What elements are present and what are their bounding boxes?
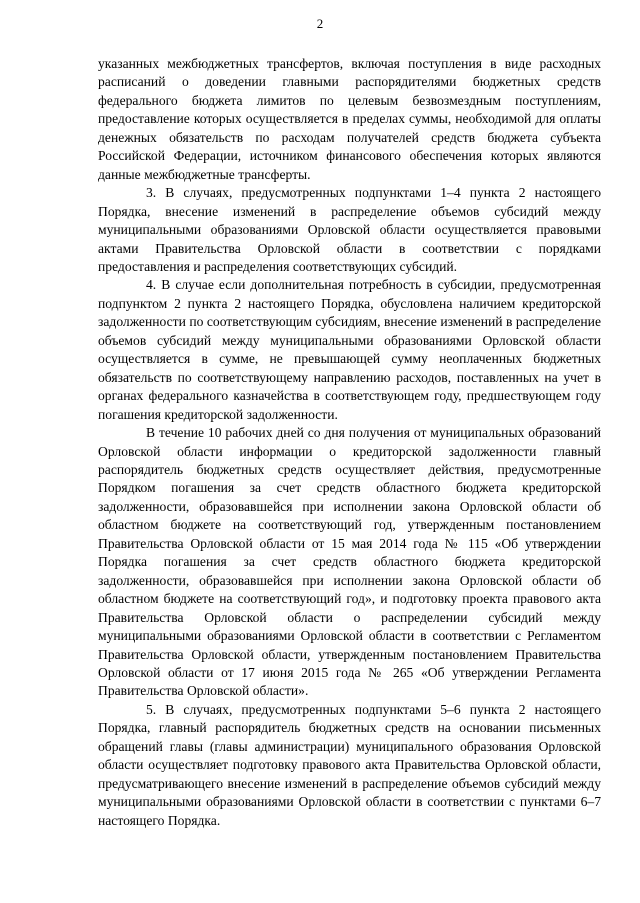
document-body — [98, 55, 601, 830]
paragraph-clause-4: 4. В случае если дополнительная потребность в субсидии, предусмотренная подпунктом 2 пункта 2 настоящего Порядка, обусловлена наличием кредиторской задолженности по соответствующим субсидиям, внесение изменений в распределение объемов субсидий между муниципальными образованиями Орловской области осуществляется в сумме, не превышающей сумму неоплаченных бюджетных обязательств по соответствующему направлению расходов, поставленных на учет в органах федерального казначейства в соответствующем году, предшествующем году погашения кредиторской задолженности. — [98, 277, 601, 422]
paragraph-continuation: указанных межбюджетных трансфертов, включая поступления в виде расходных расписаний о доведении главными распорядителями бюджетных средств федерального бюджета лимитов по целевым безвозмездным поступлениям, предоставление которых осуществляется в пределах суммы, необходимой для оплаты денежных обязательств по расходам получателей средств бюджета субъекта Российской Федерации, источником финансового обеспечения которых являются данные межбюджетные трансферты. — [98, 56, 601, 182]
paragraph-ten-days: В течение 10 рабочих дней со дня получения от муниципальных образований Орловской области информации о кредиторской задолженности главный распорядитель бюджетных средств осуществляет действия, предусмотренные Порядком погашения за счет средств областного бюджета кредиторской задолженности, образовавшейся при исполнении закона Орловской области об областном бюджете на соответствующий год, утвержденным постановлением Правительства Орловской области от 15 мая 2014 года № 115 «Об утверждении Порядка погашения за счет средств областного бюджета кредиторской задолженности, образовавшейся при исполнении закона Орловской области об областном бюджете на соответствующий год», и подготовку проекта правового акта Правительства Орловской области о распределении субсидий между муниципальными образованиями Орловской области в соответствии с Регламентом Правительства Орловской области, утвержденным постановлением Правительства Орловской области от 17 июня 2015 года № 265 «Об утверждении Регламента Правительства Орловской области». — [98, 425, 601, 699]
paragraph-clause-3: 3. В случаях, предусмотренных подпунктами 1–4 пункта 2 настоящего Порядка, внесение изменений в распределение объемов субсидий между муниципальными образованиями Орловской области осуществляется правовыми актами Правительства Орловской области в соответствии с порядками предоставления и распределения соответствующих субсидий. — [98, 185, 601, 274]
paragraph-clause-5: 5. В случаях, предусмотренных подпунктами 5–6 пункта 2 настоящего Порядка, главный распорядитель бюджетных средств на основании письменных обращений главы (главы администрации) муниципального образования Орловской области осуществляет подготовку правового акта Правительства Орловской области, предусматривающего внесение изменений в распределение объемов субсидий между муниципальными образованиями Орловской области в соответствии с пунктами 6–7 настоящего Порядка. — [98, 701, 601, 828]
page-number: 2 — [316, 16, 324, 31]
